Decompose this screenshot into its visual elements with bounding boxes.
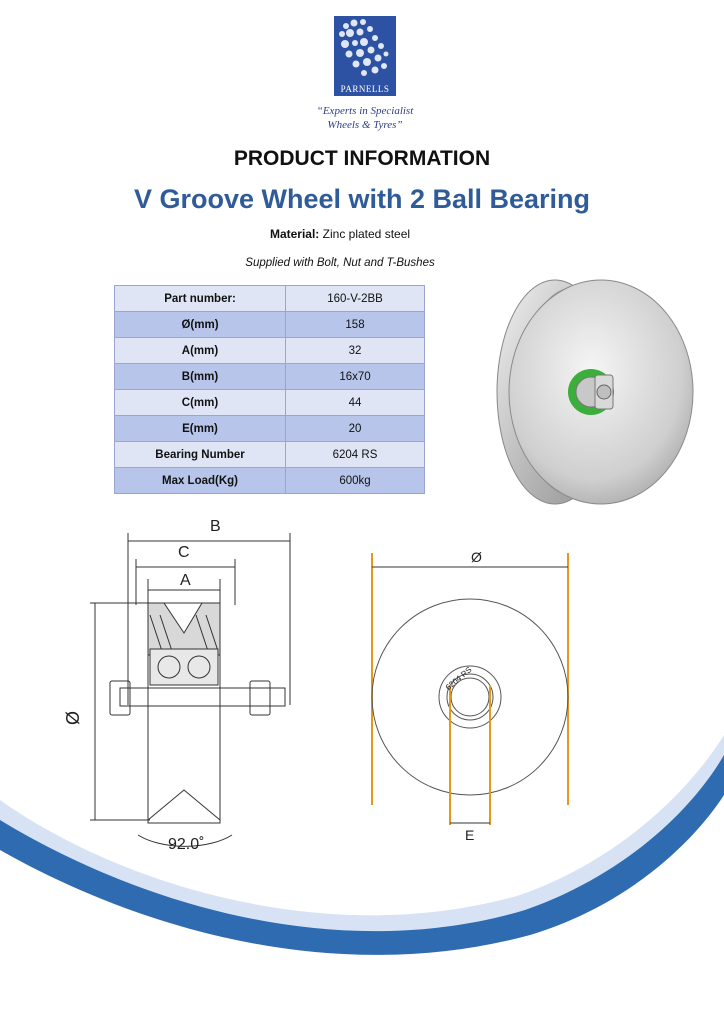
parnells-logo [334, 16, 396, 96]
angle-label: 92.0˚ [168, 836, 205, 853]
spec-value: 44 [286, 390, 425, 416]
table-row [115, 442, 425, 468]
spec-value: 16x70 [286, 364, 425, 390]
dimension-diameter-label: Ø [63, 710, 83, 725]
spec-label: Max Load(Kg) [115, 468, 286, 494]
table-row [115, 468, 425, 494]
table-row [115, 312, 425, 338]
table-row [115, 286, 425, 312]
wheel-photo [483, 276, 695, 508]
tagline-line-2: Wheels & Tyres” [327, 119, 403, 131]
spec-label: Ø(mm) [115, 312, 286, 338]
spec-value: 160-V-2BB [286, 286, 425, 312]
spec-label: A(mm) [115, 338, 286, 364]
bearing-number-label: 6204 RS [443, 665, 474, 693]
material-value: Zinc plated steel [322, 227, 411, 241]
dimension-b-label: B [210, 518, 221, 535]
decorative-wave [0, 700, 724, 1024]
product-title: V Groove Wheel with 2 Ball Bearing [133, 184, 591, 214]
material-line [0, 227, 680, 241]
dimension-a-label: A [180, 572, 191, 589]
spec-label: C(mm) [115, 390, 286, 416]
logo-name: PARNELLS [340, 84, 390, 94]
table-row [115, 390, 425, 416]
dimension-c-label: C [178, 544, 190, 561]
spec-table [114, 285, 425, 494]
supplied-note: Supplied with Bolt, Nut and T-Bushes [245, 257, 435, 269]
material-label: Material: [269, 227, 320, 241]
spec-label: Bearing Number [115, 442, 286, 468]
spec-label: B(mm) [115, 364, 286, 390]
table-row [115, 338, 425, 364]
table-row [115, 364, 425, 390]
dimension-e-label: E [465, 827, 475, 843]
spec-label: Part number: [115, 286, 286, 312]
tagline-line-1: “Experts in Specialist [316, 105, 414, 117]
spec-value: 158 [286, 312, 425, 338]
table-row [115, 416, 425, 442]
spec-value: 32 [286, 338, 425, 364]
tagline [300, 104, 430, 132]
spec-value: 20 [286, 416, 425, 442]
spec-value: 6204 RS [286, 442, 425, 468]
page-heading: PRODUCT INFORMATION [233, 147, 491, 170]
spec-label: E(mm) [115, 416, 286, 442]
logo-dots-icon [334, 16, 396, 84]
front-diameter-label: Ø [471, 549, 482, 565]
spec-value: 600kg [286, 468, 425, 494]
